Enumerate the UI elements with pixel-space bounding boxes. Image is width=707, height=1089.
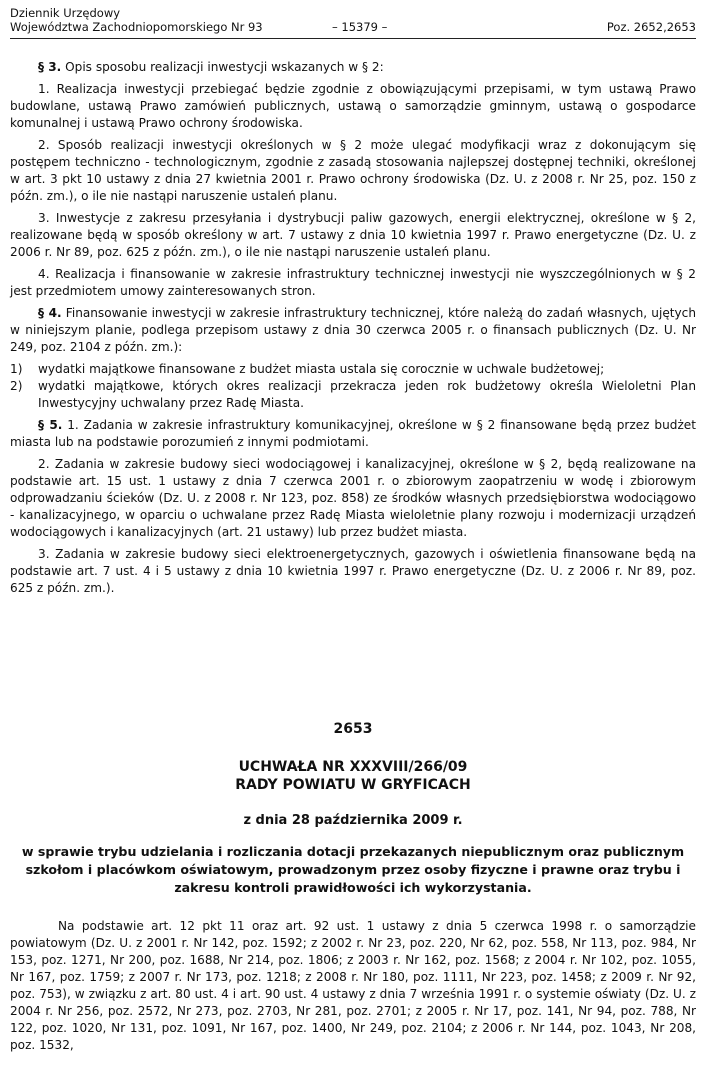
header-rule — [10, 38, 696, 39]
section-3-paragraph-1: 1. Realizacja inwestycji przebiegać będzie zgodnie z obowiązującymi przepisami, w tym ustawą Prawo budowlane, ustawą Prawo zamówień publicznych, ustawą o samorządzie gminnym, ustawą o gospodarce komunalnej i ustawą Prawo ochrony środowiska. — [10, 82, 696, 130]
resolution-date: z dnia 28 października 2009 r. — [243, 813, 463, 828]
section-4-intro: § 4. Finansowanie inwestycji w zakresie infrastruktury technicznej, które należą do zadań własnych, ujętych w niniejszym planie, podlega przepisom ustawy z dnia 30 czerwca 2005 r. o finansach publicznych (Dz. U. Nr 249, poz. 2104 z późn. zm.): — [10, 306, 696, 354]
list-item — [10, 378, 696, 412]
section-5-paragraph-2: 2. Zadania w zakresie budowy sieci wodociągowej i kanalizacyjnej, określone w § 2, będą realizowane na podstawie art. 15 ust. 1 ustawy z dnia 7 czerwca 2001 r. o zbiorowym zaopatrzeniu w wodę i zbiorowym odprowadzaniu ścieków (Dz. U. z 2008 r. Nr 123, poz. 858) ze środków własnych przedsiębiorstwa wodociągowo - kanalizacyjnego, w oparciu o uchwalane przez Radę Miasta wieloletnie plany rozwoju i modernizacji urządzeń wodociągowych i kanalizacyjnych (art. 21 ustawy) lub przez budżet miasta. — [10, 457, 696, 539]
list-item — [10, 361, 696, 378]
journal-title: Dziennik Urzędowy — [10, 6, 121, 20]
section-4-list — [10, 361, 696, 412]
section-5-label: § 5. — [38, 418, 63, 432]
section-3-paragraph-2: 2. Sposób realizacji inwestycji określonych w § 2 może ulegać modyfikacji wraz z dokonującym się postępem techniczno - technologicznym, zgodnie z zasadą stosowania najlepszej dostępnej techniki, określonej w art. 3 pkt 10 ustawy z dnia 27 kwietnia 2001 r. Prawo ochrony środowiska (Dz. U. z 2008 r. Nr 25, poz. 150 z późn. zm.), o ile nie nastąpi naruszenie ustaleń planu. — [10, 138, 696, 203]
resolution-title — [10, 758, 696, 794]
section-4-label: § 4. — [38, 306, 62, 320]
position-reference: Poz. 2652,2653 — [606, 20, 696, 34]
resolution-subject: w sprawie trybu udzielania i rozliczania dotacji przekazanych niepublicznym oraz publicznym szkołom i placówkom oświatowym, prowadzonym przez osoby fizyczne i prawne oraz trybu i zakresu kontroli prawidłowości ich wykorzystania. — [21, 844, 685, 895]
section-3-intro: § 3. Opis sposobu realizacji inwestycji wskazanych w § 2: — [38, 60, 384, 74]
section-3-label: § 3. — [38, 60, 62, 74]
page-header — [10, 6, 696, 34]
section-5-paragraph-1: § 5. 1. Zadania w zakresie infrastruktury komunikacyjnej, określone w § 2 finansowane będą przez budżet miasta lub na podstawie porozumień z innymi podmiotami. — [10, 418, 696, 449]
header-row — [10, 20, 696, 34]
section-5-paragraph-3: 3. Zadania w zakresie budowy sieci elektroenergetycznych, gazowych i oświetlenia finansowane będą na podstawie art. 7 ust. 4 i 5 ustawy z dnia 10 kwietnia 1997 r. Prawo energetyczne (Dz. U. z 2006 r. Nr 89, poz. 625 z późn. zm.). — [10, 547, 696, 595]
journal-subtitle: Województwa Zachodniopomorskiego Nr 93 — [10, 20, 263, 34]
list-item-number: 2) — [10, 379, 23, 393]
resolution-title-line-1: UCHWAŁA NR XXXVIII/266/09 — [238, 759, 468, 775]
list-item-number: 1) — [10, 362, 23, 376]
section-3-paragraph-3: 3. Inwestycje z zakresu przesyłania i dystrybucji paliw gazowych, energii elektrycznej, określone w § 2, realizowane będą w sposób określony w art. 7 ustawy z dnia 10 kwietnia 1997 r. Prawo energetyczne (Dz. U. z 2006 r. Nr 89, poz. 625 z późn. zm.), o ile nie nastąpi naruszenie ustaleń planu. — [10, 211, 696, 259]
list-item-text: wydatki majątkowe finansowane z budżet miasta ustala się corocznie w uchwale budżetowej; — [38, 362, 605, 376]
page-number: – 15379 – — [332, 20, 388, 34]
resolution-preamble: Na podstawie art. 12 pkt 11 oraz art. 92 ust. 1 ustawy z dnia 5 czerwca 1998 r. o samorządzie powiatowym (Dz. U. z 2001 r. Nr 142, poz. 1592; z 2002 r. Nr 23, poz. 220, Nr 62, poz. 558, Nr 113, poz. 984, Nr 153, poz. 1271, Nr 200, poz. 1688, Nr 214, poz. 1806; z 2003 r. Nr 162, poz. 1568; z 2004 r. Nr 102, poz. 1055, Nr 167, poz. 1759; z 2007 r. Nr 173, poz. 1218; z 2008 r. Nr 180, poz. 1111, Nr 223, poz. 1458; z 2009 r. Nr 92, poz. 753), w związku z art. 80 ust. 4 i art. 90 ust. 4 ustawy z dnia 7 września 1991 r. o systemie oświaty (Dz. U. z 2004 r. Nr 256, poz. 2572, Nr 273, poz. 2703, Nr 281, poz. 2701; z 2005 r. Nr 17, poz. 141, Nr 94, poz. 788, Nr 122, poz. 1020, Nr 131, poz. 1091, Nr 167, poz. 1400, Nr 249, poz. 2104; z 2006 r. Nr 144, poz. 1043, Nr 208, poz. 1532, — [10, 919, 696, 1052]
announcement-number: 2653 — [333, 721, 373, 737]
section-3-paragraph-4: 4. Realizacja i finansowanie w zakresie infrastruktury technicznej inwestycji nie wyszczególnionych w § 2 jest przedmiotem umowy zainteresowanych stron. — [10, 267, 696, 298]
resolution-title-line-2: RADY POWIATU W GRYFICACH — [235, 777, 471, 793]
document-body — [10, 59, 696, 602]
list-item-text: wydatki majątkowe, których okres realizacji przekracza jeden rok budżetowy określa Wieloletni Plan Inwestycyjny uchwalany przez Radę Miasta. — [38, 379, 696, 410]
